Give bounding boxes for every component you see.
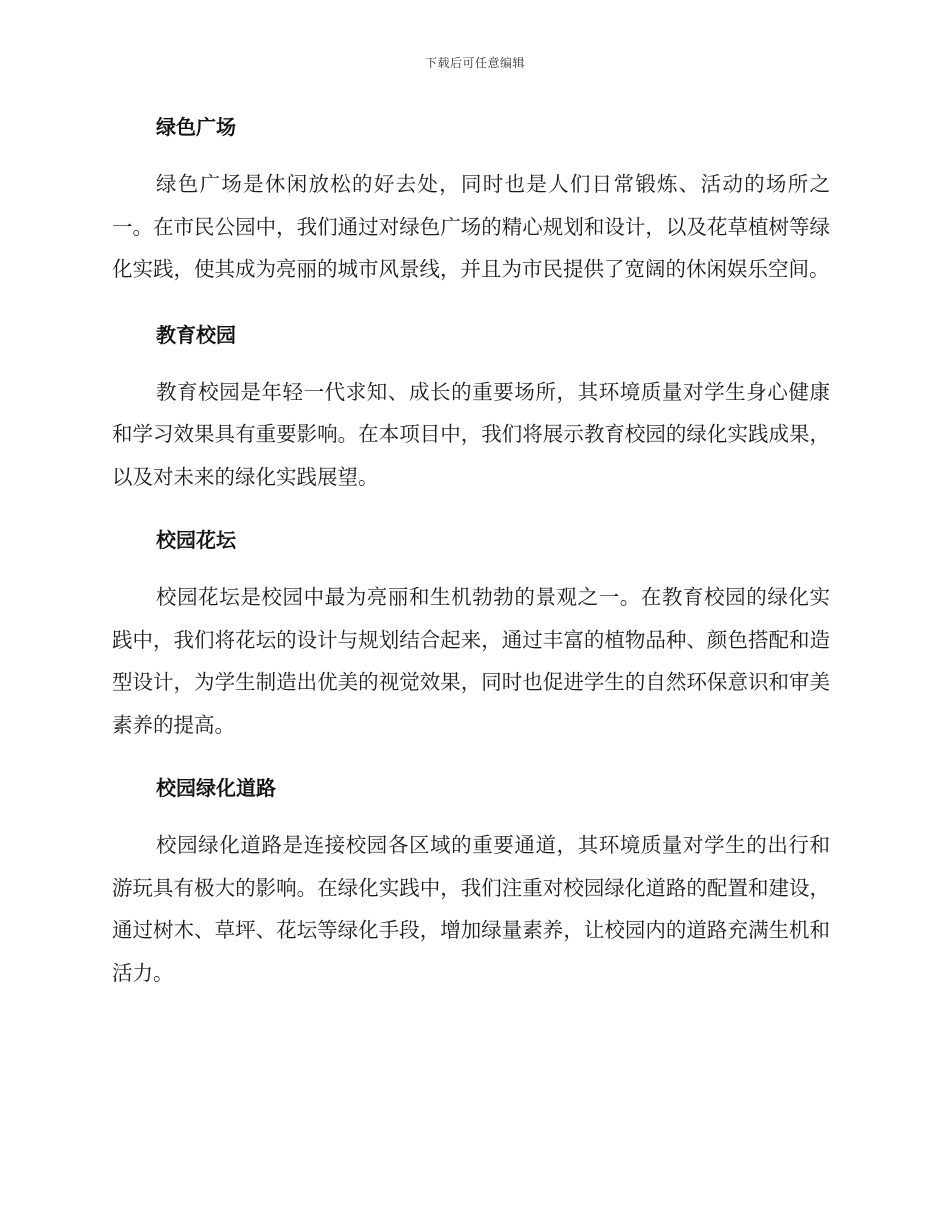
section-paragraph: 校园花坛是校园中最为亮丽和生机勃勃的景观之一。在教育校园的绿化实践中，我们将花坛的设计与规划结合起来，通过丰富的植物品种、颜色搭配和造型设计，为学生制造出优美的视觉效果，同时也促进学生的自然环保意识和审美素养的提高。 bbox=[112, 585, 830, 737]
section-paragraph: 绿色广场是休闲放松的好去处，同时也是人们日常锻炼、活动的场所之一。在市民公园中，我们通过对绿色广场的精心规划和设计，以及花草植树等绿化实践，使其成为亮丽的城市风景线，并且为市民提供了宽阔的休闲娱乐空间。 bbox=[112, 172, 830, 281]
section-green-plaza bbox=[112, 108, 830, 291]
section-heading: 校园花坛 bbox=[156, 528, 236, 552]
section-heading: 绿色广场 bbox=[156, 115, 236, 139]
page-header: 下载后可任意编辑 bbox=[424, 56, 525, 70]
section-paragraph: 教育校园是年轻一代求知、成长的重要场所，其环境质量对学生身心健康和学习效果具有重要影响。在本项目中，我们将展示教育校园的绿化实践成果，以及对未来的绿化实践展望。 bbox=[112, 379, 830, 489]
section-campus-flowerbed bbox=[112, 521, 830, 746]
document-body bbox=[112, 108, 830, 994]
section-heading: 校园绿化道路 bbox=[156, 776, 276, 800]
section-campus-green-road bbox=[112, 769, 830, 994]
section-paragraph: 校园绿化道路是连接校园各区域的重要通道，其环境质量对学生的出行和游玩具有极大的影响。在绿化实践中，我们注重对校园绿化道路的配置和建设，通过树木、草坪、花坛等绿化手段，增加绿量素养，让校园内的道路充满生机和活力。 bbox=[112, 833, 830, 985]
section-heading: 教育校园 bbox=[156, 322, 236, 347]
section-education-campus bbox=[112, 316, 830, 499]
